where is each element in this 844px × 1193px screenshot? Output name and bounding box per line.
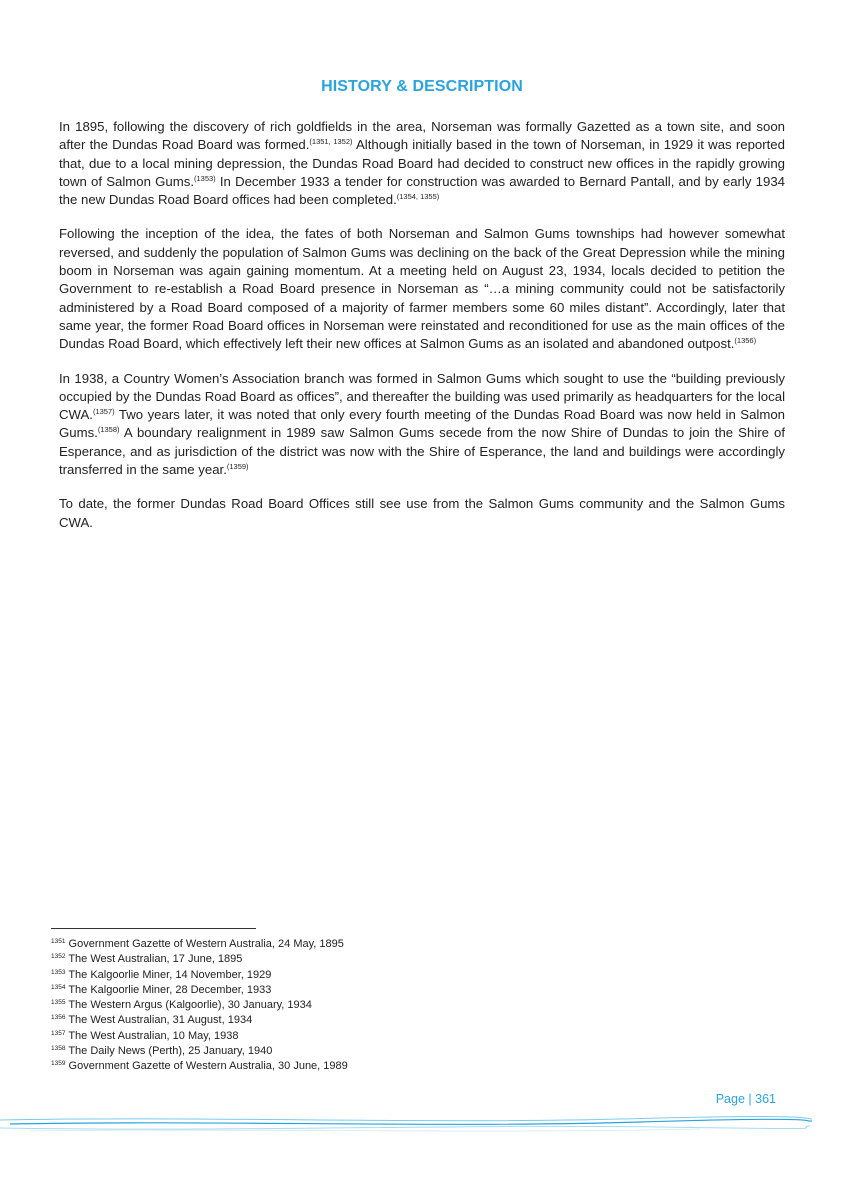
paragraph (59, 225, 785, 353)
footnote-text: The Western Argus (Kalgoorlie), 30 January, 1934 (65, 999, 312, 1012)
footnote-text: Government Gazette of Western Australia, 30 June, 1989 (65, 1060, 348, 1073)
footnote-number: 1356 (51, 1014, 66, 1022)
footnote (51, 968, 348, 983)
page-title: HISTORY & DESCRIPTION (321, 78, 523, 95)
paragraph (59, 118, 785, 209)
page-label: Page (715, 1092, 745, 1106)
footnote (51, 998, 348, 1013)
citation-ref: (1356) (734, 336, 757, 346)
paragraph (59, 495, 785, 532)
footnote-text: The West Australian, 10 May, 1938 (65, 1029, 239, 1042)
footnote-number: 1353 (51, 968, 66, 976)
footnote-number: 1359 (51, 1060, 66, 1068)
footnote (51, 1044, 348, 1059)
paragraph-text: Two years later, it was noted that only every fourth meeting of the Dundas Road Board was now held in Salmon Gums. (59, 407, 785, 441)
footnote-text: The Kalgoorlie Miner, 14 November, 1929 (65, 968, 272, 981)
footnote-number: 1357 (51, 1029, 66, 1037)
footnote (51, 1013, 348, 1028)
page-number-value: 361 (755, 1092, 776, 1106)
paragraph-text: In December 1933 a tender for construction was awarded to Bernard Pantall, and by early 1934 the new Dundas Road Board offices had been completed. (59, 173, 785, 208)
footnote (51, 1029, 348, 1044)
footnote-number: 1352 (51, 953, 66, 961)
footnote-text: The West Australian, 17 June, 1895 (65, 953, 243, 966)
page-separator: | (748, 1092, 752, 1106)
footnote-text: The Daily News (Perth), 25 January, 1940 (65, 1045, 273, 1058)
paragraph (59, 370, 785, 480)
citation-ref: (1351, 1352) (309, 137, 353, 147)
footnote (51, 983, 348, 998)
footnote-divider (51, 928, 256, 929)
paragraph-text: Although initially based in the town of Norseman, in 1929 it was reported that, due to a local mining depression, the Dundas Road Board had decided to construct new offices in the rapidly growing town of Salmon Gums. (59, 137, 785, 189)
paragraph-text: To date, the former Dundas Road Board Offices still see use from the Salmon Gums community and the Salmon Gums CWA. (59, 496, 785, 530)
footnote-text: Government Gazette of Western Australia, 24 May, 1895 (65, 938, 344, 950)
body-text (59, 118, 785, 548)
paragraph-text: Following the inception of the idea, the fates of both Norseman and Salmon Gums townships had however somewhat reversed, and suddenly the population of Salmon Gums was declining on the back of the Great Depression while the mining boom in Norseman was again gaining momentum. At a meeting held on August 23, 1934, locals decided to petition the Government to re-establish a Road Board presence in Norseman as “…a mining community could not be satisfactorily administered by a Road Board composed of a majority of farmer members some 60 miles distant”. Accordingly, later that same year, the former Road Board offices in Norseman were reinstated and reconditioned for use as the main offices of the Dundas Road Board, which effectively left their new offices at Salmon Gums as an isolated and abandoned outpost. (59, 226, 785, 352)
citation-ref: (1353) (194, 173, 216, 183)
footnote-text: The West Australian, 31 August, 1934 (65, 1014, 253, 1027)
citation-ref: (1357) (92, 407, 115, 417)
footnote-number: 1355 (51, 999, 66, 1007)
footnote-number: 1354 (51, 983, 66, 991)
footnote-number: 1358 (51, 1045, 66, 1053)
footnote-text: The Kalgoorlie Miner, 28 December, 1933 (65, 983, 272, 996)
footnote (51, 937, 348, 952)
citation-ref: (1359) (226, 462, 249, 472)
paragraph-text: A boundary realignment in 1989 saw Salmon Gums secede from the now Shire of Dundas to join the Shire of Esperance, and as jurisdiction of the district was now with the Shire of Esperance, the land and buildings were accordingly transferred in the same year. (59, 425, 785, 478)
citation-ref: (1358) (97, 425, 120, 435)
footer-wave-decoration (0, 1108, 844, 1138)
footnote (51, 952, 348, 967)
citation-ref: (1354, 1355) (396, 192, 440, 202)
footnote-number: 1351 (51, 938, 66, 945)
paragraph-text: In 1938, a Country Women’s Association branch was formed in Salmon Gums which sought to use the “building previously occupied by the Dundas Road Board as offices”, and thereafter the building was used primarily as headquarters for the local CWA. (59, 370, 785, 423)
footnote (51, 1059, 348, 1074)
paragraph-text: In 1895, following the discovery of rich goldfields in the area, Norseman was formally Gazetted as a town site, and soon after the Dundas Road Board was formed. (59, 119, 785, 153)
footnotes (51, 937, 348, 1075)
wave-line (0, 1126, 810, 1129)
page-number (716, 1092, 776, 1106)
